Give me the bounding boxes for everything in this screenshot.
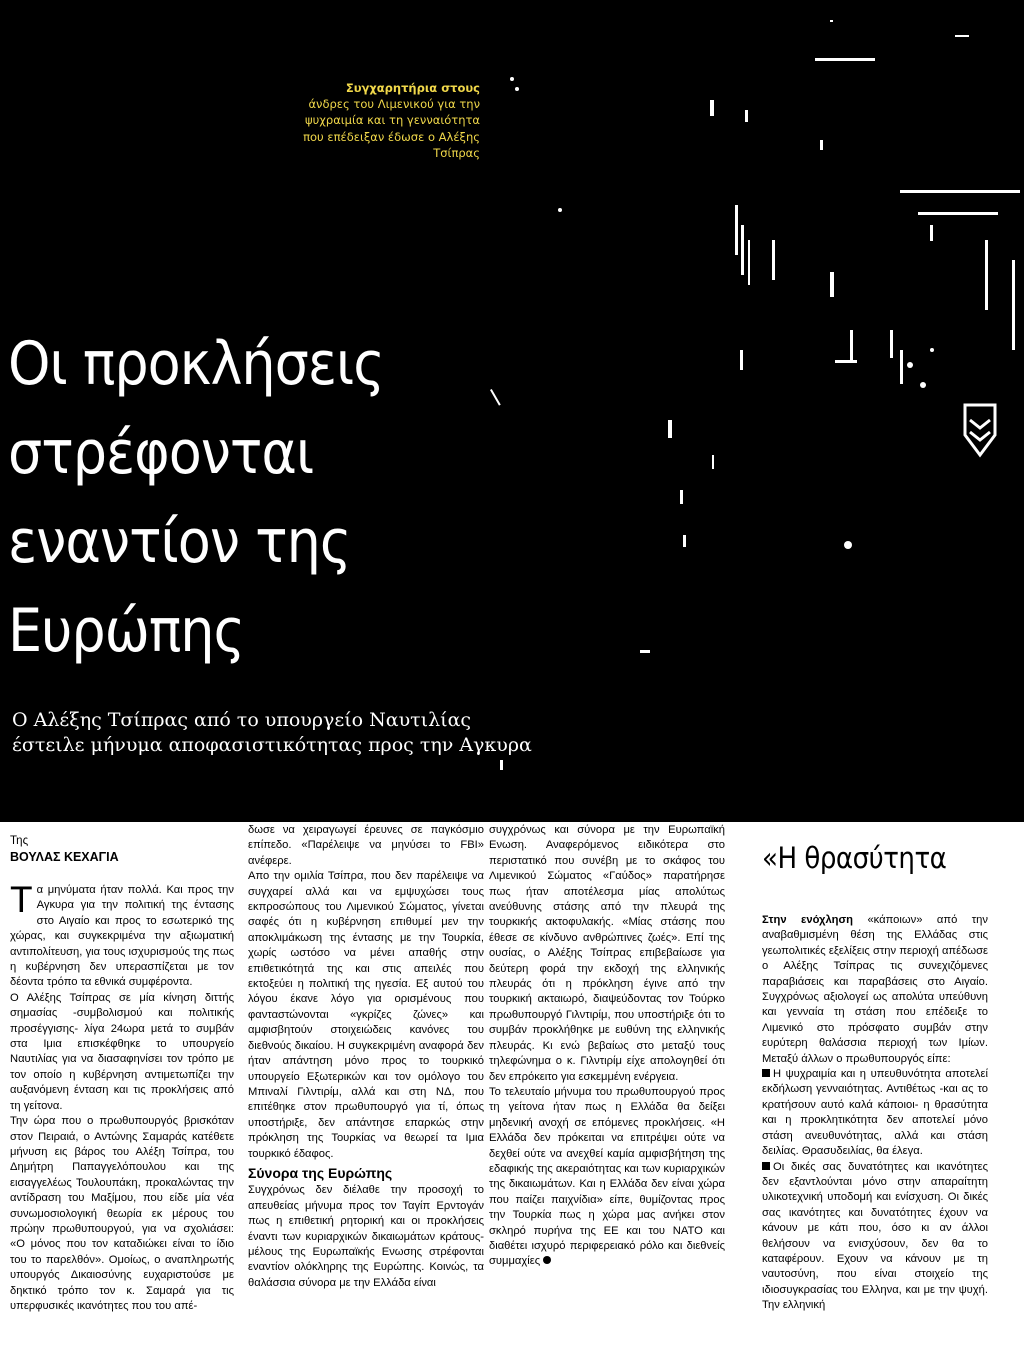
- article-column-1: [10, 879, 234, 1314]
- square-bullet-icon: [762, 1162, 770, 1170]
- article-column-3: [489, 823, 725, 1270]
- end-mark-icon: [543, 1256, 551, 1264]
- byline: [10, 833, 230, 865]
- headline-line-1: Οι προκλήσεις: [8, 329, 384, 399]
- headline-line-2: στρέφονται: [8, 418, 314, 488]
- article-column-2: [248, 823, 484, 1291]
- section-subtitle: Σύνορα της Ευρώπης: [248, 1164, 393, 1181]
- paragraph-text: Οι δικές σας δυνατότητες και ικανότητες δεν εξαντλούνται μόνο στην απαραίτητη υλικοτεχνική υποδομή και ενίσχυση. Οι δικές σας ικανότητες και δυνατότητες έχουν να κάνουν με κάτι που, όσο κι αν άλλοι θελήσουν να ενισχύσουν, δεν θα το καταφέρουν. Εχουν να κάνουν με τη ναυτοσύνη, που είναι στοιχείο της ιδιοσυγκρασίας του Ελληνα, και με την ψυχή. Την ελληνική: [762, 1160, 988, 1312]
- photo-caption-bold: Συγχαρητήρια στους: [345, 81, 480, 95]
- paragraph: Απο την ομιλία Τσίπρα, που δεν παρέλειψε να συγχαρεί αλλά και να εμψυχώσει τους εκπροσώπους του Λιμενικού Σώματος, γίνεται σαφές ότι η κυβέρνηση επιθυμεί μεν την αποκλιμάκωση της έντασης με την Τουρκία, χωρίς ωστόσο να μένει απαθής στην επιθετικότητά της και στις απειλές που εκτοξεύει η πολιτική της ηγεσία. Εξ αυτού του λόγου έκανε λόγο για ορισμένους που φανταστώνονται «γκρίζες ζώνες» και αμφισβητούν στοιχειώδεις κανόνες του διεθνούς δικαίου. Η συγκεκριμένη αναφορά δεν ήταν απάντηση μόνο προς το τουρκικό υπουργείο Εξωτερικών και τον ομόλογο του Μπιναλί Γιλντιρίμ, αλλά και στη ΝΔ, που επιτέθηκε στον πρωθυπουργό για τί, όπως υποστήριξε, δεν απάντησε επαρκώς στην πρόκληση της Τουρκίας να θεωρεί τα Ιμια τουρκικό έδαφος.: [248, 870, 484, 1160]
- paragraph: συγχρόνως και σύνορα με την Ευρωπαϊκή Ενωση. Αναφερόμενος ειδικότερα στο περιστατικό που συνέβη με το σκάφος του Λιμενικού Σώματος «Γαύδος» παρατήρησε πως ήταν αποτέλεσμα μίας απολύτως ανεύθυνης στάσης από την πλευρά της τουρκικής ακτοφυλακής. «Μίας στάσης που έθεσε σε κίνδυνο ανθρώπινες ζωές». Επί της ουσίας, ο Αλέξης Τσίπρας επιβεβαίωσε για δεύτερη φορά την εκδοχή της ελληνικής πλευράς ότι η πρόκληση έγινε από την τουρκική ακταιωρό, διαψεύδοντας τον Τούρκο πρωθυπουργό Γιλντιρίμ, που υποστήριξε ότι το συμβάν προκλήθηκε με ευθύνη της ελληνικής πλευράς. Κι ενώ βεβαίως στο μεταξύ τους τηλεφώνημα ο κ. Γιλντιρίμ είχε απολογηθεί ότι δεν επρόκειτο για εσκεμμένη ενέργεια.: [489, 824, 725, 1083]
- paragraph-text: Η ψυχραιμία και η υπευθυνότητα αποτελεί εκδήλωση γενναιότητας. Αντιθέτως -και ας το κρατήσουν αυτό καλά κάποιοι- η θρασύτητα και η προκλητικότητα δεν αποτελεί μόνο στάση ανευθυνότητας, αλλά και στάση δειλίας. Θρασυδειλίας, θα έλεγα.: [762, 1068, 988, 1158]
- paragraph: [762, 1067, 988, 1159]
- byline-prefix: Της: [10, 835, 29, 847]
- byline-author: ΒΟΥΛΑΣ ΚΕΧΑΓΙΑ: [10, 850, 119, 864]
- headline: [8, 320, 508, 676]
- paragraph: [10, 879, 234, 991]
- paragraph-text: α μηνύματα ήταν πολλά. Και προς την Αγκυρα για την πολιτική της έντασης στο Αιγαίο και προς το εσωτερικό της χώρας, και συγκεκριμένα την αξιωματική αντιπολίτευση, για τους ισχυρισμούς της πως η κυβέρνηση δεν υπερασπίζεται με τον δέοντα τρόπο τα εθνικά συμφέροντα.: [10, 884, 234, 989]
- paragraph: Ο Αλέξης Τσίπρας σε μία κίνηση διττής σημασίας -συμβολισμού και πολιτικής προσέγγισης- λίγα 24ωρα μετά το συμβάν στα Ιμια επισκέφθηκε το υπουργείο Ναυτιλίας για να διασαφηνίσει τον τρόπο με τον οποίο η κυβέρνηση αντιμετωπίζει την αυξανόμενη ένταση και τις προκλήσεις από τη γείτονα.: [10, 991, 234, 1112]
- subheadline: Ο Αλέξης Τσίπρας από το υπουργείο Ναυτιλίας έστειλε μήνυμα αποφασιστικότητας προς την Αγκυρα: [12, 709, 532, 756]
- sidebar-title: «Η θρασύτητα: [762, 841, 947, 875]
- drop-cap: Τ: [10, 879, 33, 920]
- paragraph: [489, 1085, 725, 1270]
- lead-in: Στην ενόχληση: [762, 914, 853, 926]
- paragraph: Την ώρα που ο πρωθυπουργός βρισκόταν στον Πειραιά, ο Αντώνης Σαμαράς κατέθετε μήνυση εις βάρος του Αλέξη Τσίπρα, του Δημήτρη Παπαγγελόπουλου και της εισαγγελέως Τουλουπάκη, προκαλώντας την αντίδραση του Μαξίμου, που είδε μία νέα συνωμοσιολογική θεωρία εκ μέρους του πρώην πρωθυπουργού, για να σχολιάσει: «Ο μόνος που τον καταδιώκει είναι το ίδιο του το παρελθόν». Ομοίως, ο αναπληρωτής υπουργός Δικαιοσύνης ευχαριστούσε με δηκτικό τρόπο τον κ. Σαμαρά για τις υπερφυσικές ικανότητες που του απέ-: [10, 1115, 234, 1312]
- headline-line-4: Ευρώπης: [8, 596, 245, 666]
- paragraph: [762, 913, 988, 1067]
- paragraph: [762, 1160, 988, 1314]
- headline-line-3: εναντίον της: [8, 507, 351, 577]
- sidebar-column: [762, 913, 988, 1314]
- paragraph-text: «κάποιων» από την αναβαθμισμένη θέση της Ελλάδας στις γεωπολιτικές εξελίξεις στην περιοχή απέδωσε ο Αλέξης Τσίπρας τις συνεχιζόμενες παραβιάσεις και παραβάσεις στο Αιγαίο. Συγχρόνως αξιολογεί ως απολύτα υπεύθυνη και γενναία τη στάση που επέδειξε το Λιμενικό στο πρόσφατο συμβάν στην ευρύτερη θαλάσσια περιοχή των Ιμίων. Μεταξύ άλλων ο πρωθυπουργός είπε:: [762, 914, 988, 1065]
- photo-caption-text: άνδρες του Λιμενικού για την ψυχραιμία και τη γενναιότητα που επέδειξαν έδωσε ο Αλέξης Τσίπρας: [303, 97, 480, 160]
- square-bullet-icon: [762, 1069, 770, 1077]
- paragraph: δωσε να χειραγωγεί έρευνες σε παγκόσμιο επίπεδο. «Παρέλειψε να μηνύσει το FBI» ανέφερε.: [248, 824, 484, 867]
- paragraph-text: Το τελευταίο μήνυμα του πρωθυπουργού προς τη γείτονα ήταν πως η Ελλάδα θα δείξει μηδενική ανοχή σε επόμενες προκλήσεις. «Η Ελλάδα δεν πρόκειται να επιτρέψει ούτε να δεχθεί ούτε να ανεχθεί καμία αμφισβήτηση της εδαφικής της ακεραιότητας και των κυριαρχικών της δικαιωμάτων. Και η Ελλάδα δεν είναι χώρα που παίζει παιχνίδια» είπε, θυμίζοντας προς την Τουρκία πως η χώρα μας ανήκει στον σκληρό πυρήνα της ΕΕ και του ΝΑΤΟ και διαθέτει ισχυρό περιφερειακό ρόλο και διεθνείς συμμαχίες: [489, 1085, 725, 1268]
- photo-caption: [300, 80, 480, 161]
- paragraph: Συγχρόνως δεν διέλαθε την προσοχή το απευθείας μήνυμα προς τον Ταγίπ Ερντογάν πως η επιθετική ρητορική και οι προκλήσεις έναντι των κυριαρχικών δικαιωμάτων κράτους-μέλους της Ευρωπαϊκής Ενωσης στρέφονται εναντίον ολόκληρης της Ευρώπης. Κοινώς, τα θαλάσσια σύνορα με την Ελλάδα είναι: [248, 1184, 484, 1289]
